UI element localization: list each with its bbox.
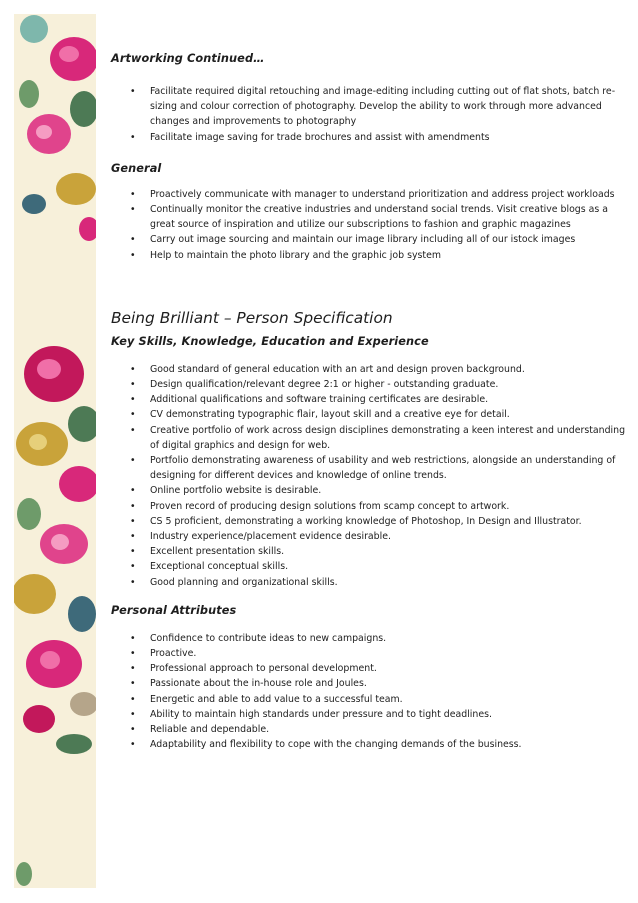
list-item: • Passionate about the in-house role and Joules. <box>111 676 631 691</box>
floral-pattern-image <box>14 14 96 888</box>
list-item: • Additional qualifications and software training certificates are desirable. <box>111 392 631 407</box>
skills-heading: Key Skills, Knowledge, Education and Experience <box>111 334 429 348</box>
general-section <box>111 162 631 263</box>
list-item: • Creative portfolio of work across design disciplines demonstrating a keen interest and understanding of digital graphics and design for web. <box>111 423 631 453</box>
list-item: • CS 5 proficient, demonstrating a working knowledge of Photoshop, In Design and Illustrator. <box>111 514 631 529</box>
list-item: • Ability to maintain high standards under pressure and to tight deadlines. <box>111 707 631 722</box>
list-item: • Proactively communicate with manager to understand prioritization and address project workloads <box>111 187 631 202</box>
attributes-heading: Personal Attributes <box>111 603 237 617</box>
artworking-section <box>111 52 631 145</box>
list-item: • Continually monitor the creative industries and understand social trends. Visit creative blogs as a great source of inspiration and utilize our subscriptions to fashion and graphic magazines <box>111 202 631 232</box>
list-item: • Proactive. <box>111 646 631 661</box>
list-item: • Online portfolio website is desirable. <box>111 483 631 498</box>
list-item: • Energetic and able to add value to a successful team. <box>111 692 631 707</box>
list-item: • Excellent presentation skills. <box>111 544 631 559</box>
list-item: • Professional approach to personal development. <box>111 661 631 676</box>
skills-section <box>111 335 631 590</box>
list-item: • Facilitate image saving for trade brochures and assist with amendments <box>111 130 631 145</box>
list-item: • Portfolio demonstrating awareness of usability and web restrictions, alongside an understanding of designing for different devices and knowledge of online trends. <box>111 453 631 483</box>
list-item: • Proven record of producing design solutions from scamp concept to artwork. <box>111 499 631 514</box>
general-list <box>111 187 631 263</box>
list-item: • Confidence to contribute ideas to new campaigns. <box>111 631 631 646</box>
document-body <box>111 52 631 753</box>
list-item: • Reliable and dependable. <box>111 722 631 737</box>
artworking-heading: Artworking Continued… <box>111 52 265 65</box>
list-item: • Carry out image sourcing and maintain our image library including all of our istock images <box>111 232 631 247</box>
floral-border <box>14 14 96 888</box>
list-item: • Facilitate required digital retouching and image-editing including cutting out of flat shots, batch re-sizing and colour correction of photography. Develop the ability to work through more advanced changes and improvements to photography <box>111 84 631 130</box>
list-item: • Good standard of general education with an art and design proven background. <box>111 362 631 377</box>
attributes-section <box>111 604 631 753</box>
list-item: • Design qualification/relevant degree 2:1 or higher - outstanding graduate. <box>111 377 631 392</box>
list-item: • Industry experience/placement evidence desirable. <box>111 529 631 544</box>
list-item: • CV demonstrating typographic flair, layout skill and a creative eye for detail. <box>111 407 631 422</box>
general-heading: General <box>111 161 162 175</box>
list-item: • Good planning and organizational skills. <box>111 575 631 590</box>
skills-list <box>111 362 631 590</box>
list-item: • Exceptional conceptual skills. <box>111 559 631 574</box>
artworking-list <box>111 84 631 145</box>
list-item: • Help to maintain the photo library and the graphic job system <box>111 248 631 263</box>
person-specification-title: Being Brilliant – Person Specification <box>111 308 393 327</box>
attributes-list <box>111 631 631 753</box>
list-item: • Adaptability and flexibility to cope with the changing demands of the business. <box>111 737 631 752</box>
